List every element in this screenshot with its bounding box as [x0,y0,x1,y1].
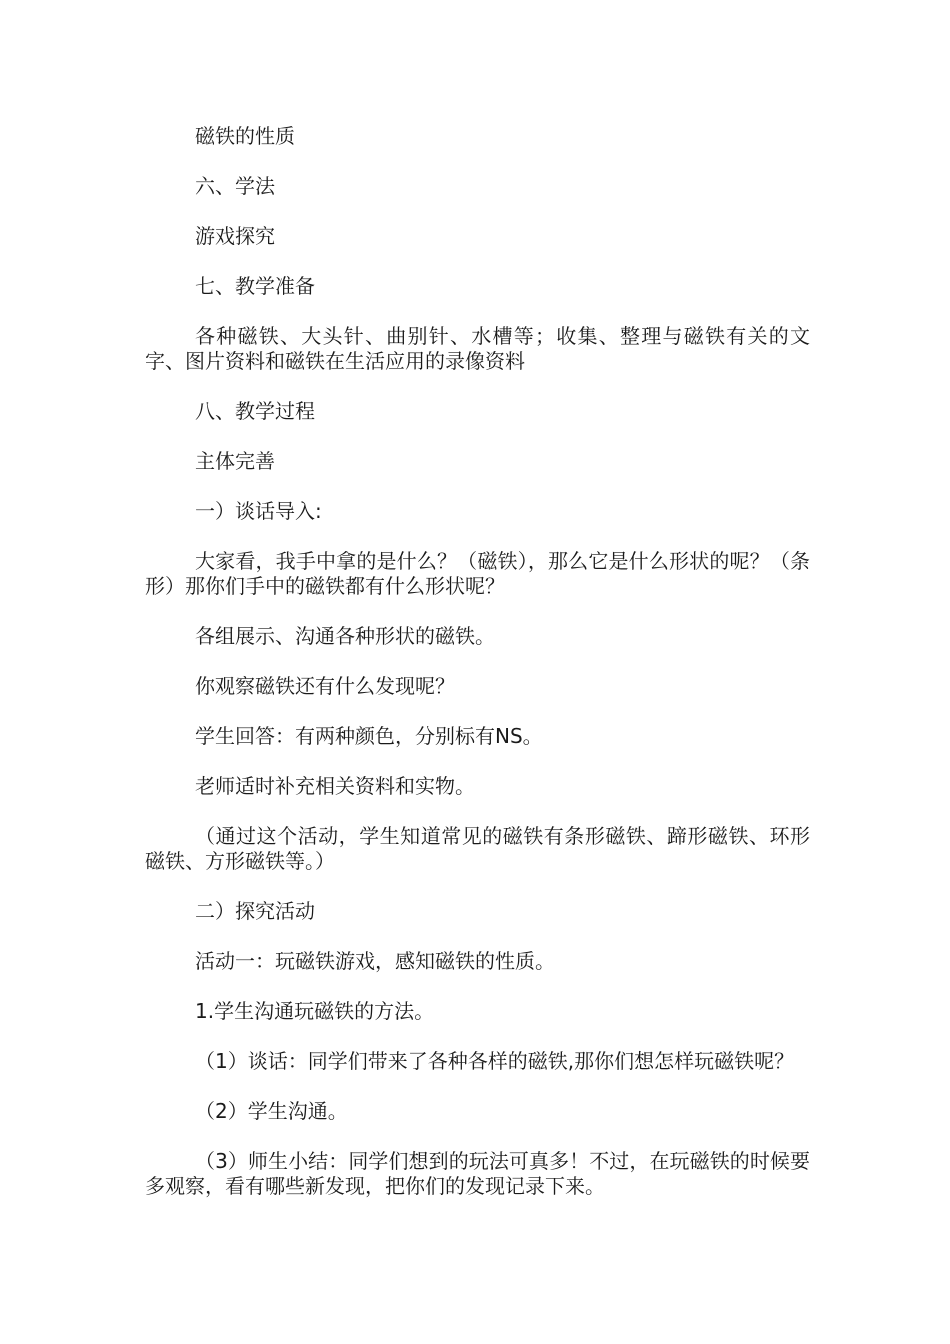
document-body [145,124,810,1224]
paragraph-step-one-talk: （1）谈话：同学们带来了各种各样的磁铁,那你们想怎样玩磁铁呢？ [195,1049,795,1073]
paragraph-activity-note: （通过这个活动，学生知道常见的磁铁有条形磁铁、蹄形磁铁、环形磁铁、方形磁铁等。） [145,824,810,873]
paragraph-step-one-communicate: （2）学生沟通。 [195,1099,348,1123]
paragraph-process-subtitle: 主体完善 [195,449,275,473]
paragraph-heading-explore: 二）探究活动 [195,899,315,923]
paragraph-step-one: 1.学生沟通玩磁铁的方法。 [195,999,435,1023]
paragraph-step-one-summary: （3）师生小结：同学们想到的玩法可真多！不过，在玩磁铁的时候要多观察，看有哪些新发现，把你们的发现记录下来。 [145,1149,810,1198]
paragraph-preparation: 各种磁铁、大头针、曲别针、水槽等；收集、整理与磁铁有关的文字、图片资料和磁铁在生活应用的录像资料 [145,324,810,373]
paragraph-group-display: 各组展示、沟通各种形状的磁铁。 [195,624,495,648]
paragraph-study-method: 游戏探究 [195,224,275,248]
paragraph-activity-one: 活动一：玩磁铁游戏，感知磁铁的性质。 [195,949,555,973]
paragraph-section-title: 磁铁的性质 [195,124,295,148]
paragraph-observe-question: 你观察磁铁还有什么发现呢？ [195,674,455,698]
paragraph-heading-intro: 一）谈话导入: [195,499,322,523]
paragraph-heading-process: 八、教学过程 [195,399,315,423]
paragraph-student-answer: 学生回答：有两种颜色，分别标有NS。 [195,724,543,748]
paragraph-teacher-supplement: 老师适时补充相关资料和实物。 [195,774,475,798]
paragraph-heading-preparation: 七、教学准备 [195,274,315,298]
paragraph-intro-question: 大家看，我手中拿的是什么？（磁铁），那么它是什么形状的呢？（条形）那你们手中的磁铁都有什么形状呢？ [145,549,810,598]
paragraph-heading-study-method: 六、学法 [195,174,275,198]
